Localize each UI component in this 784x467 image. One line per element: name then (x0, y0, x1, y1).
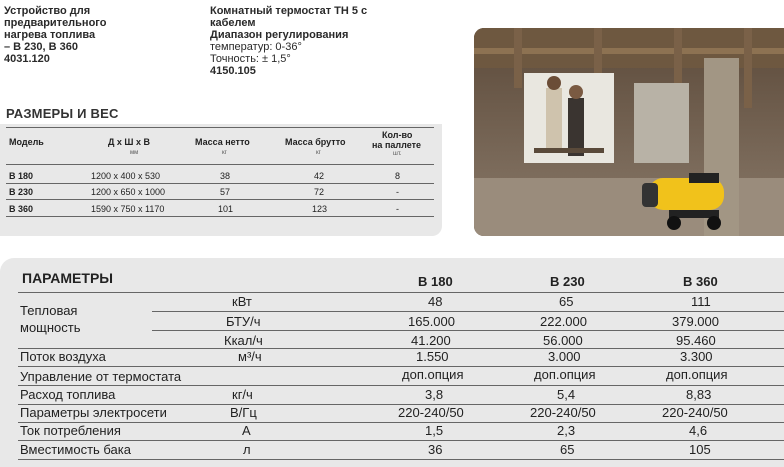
photo-illustration (474, 28, 784, 236)
row-label-airflow: Поток воздуха (20, 349, 106, 364)
note-line: Устройство для (4, 5, 91, 17)
col-unit-net: кг (222, 150, 227, 156)
sizes-title: РАЗМЕРЫ И ВЕС (6, 106, 119, 121)
col-unit-gross: кг (316, 150, 321, 156)
col-header-pallet: на паллете (372, 140, 421, 150)
cell-model: B 180 (9, 171, 34, 181)
cell-dims: 1200 x 650 x 1000 (91, 187, 166, 197)
value-b360: 4,6 (689, 423, 708, 438)
row-label-current: Ток потребления (20, 423, 121, 438)
value-b230: 3.000 (548, 349, 581, 364)
unit-tank: л (243, 442, 251, 457)
value-b180: 41.200 (411, 333, 451, 348)
note-line: 4150.105 (210, 65, 256, 77)
value-b360: 8,83 (686, 387, 712, 402)
note-line: предварительного (4, 17, 107, 29)
cell-net: 38 (220, 171, 231, 181)
cell-dims: 1590 x 750 x 1170 (91, 204, 165, 214)
thermostat-note (210, 5, 460, 77)
model-header-b360: B 360 (683, 274, 718, 289)
value-b360: 379.000 (672, 314, 719, 329)
row-label-tank: Вместимость бака (20, 442, 131, 457)
value-b360: 111 (691, 294, 711, 309)
value-b180: 3,8 (425, 387, 444, 402)
value-b360: 105 (689, 442, 711, 457)
cell-gross: 72 (314, 187, 325, 197)
col-unit-pallet: шт. (393, 151, 402, 157)
value-b230: 65 (559, 294, 574, 309)
table-divider (18, 422, 784, 423)
unit-current: А (242, 423, 251, 438)
model-header-b180: B 180 (418, 274, 453, 289)
row-label-fuel: Расход топлива (20, 387, 116, 402)
value-b180: 220-240/50 (398, 405, 464, 420)
table-divider (18, 385, 784, 386)
model-header-b230: B 230 (550, 274, 585, 289)
value-b230: 220-240/50 (530, 405, 596, 420)
params-table (0, 258, 784, 467)
value-b360: доп.опция (666, 367, 728, 382)
table-divider (6, 183, 434, 184)
cell-net: 57 (220, 187, 231, 197)
table-divider (6, 127, 434, 128)
row-label-thermostat: Управление от термостата (20, 369, 182, 384)
note-line: нагрева топлива (4, 29, 96, 41)
note-line: – В 230, В 360 (4, 41, 78, 53)
value-b230: 65 (560, 442, 575, 457)
unit-kw: кВт (232, 294, 252, 309)
col-header-gross: Масса брутто (285, 137, 346, 147)
table-divider (18, 292, 784, 293)
table-divider (18, 440, 784, 441)
value-b360: 95.460 (676, 333, 716, 348)
unit-btu: БТУ/ч (226, 314, 261, 329)
cell-pallet: - (396, 204, 399, 214)
params-title: ПАРАМЕТРЫ (22, 270, 113, 286)
note-line: Комнатный термостат TH 5 с (210, 5, 368, 17)
value-b180: 165.000 (408, 314, 455, 329)
value-b230: 56.000 (543, 333, 583, 348)
cell-dims: 1200 x 400 x 530 (91, 171, 161, 181)
value-b180: доп.опция (402, 367, 464, 382)
unit-airflow: м³/ч (238, 349, 262, 364)
heater-photo (474, 28, 784, 236)
col-unit-dims: мм (130, 150, 139, 156)
table-divider (152, 311, 784, 312)
row-label-power-supply: Параметры электросети (20, 405, 167, 420)
cell-net: 101 (218, 204, 234, 214)
note-line: Диапазон регулирования (210, 29, 349, 41)
value-b230: доп.опция (534, 367, 596, 382)
table-divider (6, 199, 434, 200)
col-header-model: Модель (9, 137, 44, 147)
row-label-heat: мощность (20, 320, 81, 335)
table-divider (6, 216, 434, 217)
note-line: Точность: ± 1,5° (210, 53, 291, 65)
value-b180: 1.550 (416, 349, 449, 364)
value-b360: 220-240/50 (662, 405, 728, 420)
col-header-pallet: Кол-во (382, 130, 413, 140)
value-b230: 5,4 (557, 387, 576, 402)
row-label-heat: Тепловая (20, 303, 78, 318)
col-header-dims: Д x Ш x В (108, 137, 150, 147)
note-line: 4031.120 (4, 53, 50, 65)
col-header-net: Масса нетто (195, 137, 250, 147)
table-divider (18, 459, 784, 460)
cell-gross: 42 (314, 171, 325, 181)
unit-power-supply: В/Гц (230, 405, 257, 420)
cell-model: B 360 (9, 204, 34, 214)
note-line: температур: 0-36° (210, 41, 302, 53)
cell-model: B 230 (9, 187, 34, 197)
value-b180: 36 (428, 442, 443, 457)
value-b230: 2,3 (557, 423, 576, 438)
unit-kcal: Ккал/ч (224, 333, 263, 348)
value-b180: 48 (428, 294, 443, 309)
cell-gross: 123 (312, 204, 328, 214)
cell-pallet: 8 (395, 171, 401, 181)
table-divider (18, 348, 784, 349)
unit-fuel: кг/ч (232, 387, 253, 402)
value-b180: 1,5 (425, 423, 444, 438)
table-divider (6, 164, 434, 165)
cell-pallet: - (396, 187, 399, 197)
value-b360: 3.300 (680, 349, 713, 364)
preheater-note (4, 5, 194, 65)
value-b230: 222.000 (540, 314, 587, 329)
table-divider (152, 330, 784, 331)
note-line: кабелем (210, 17, 256, 29)
sizes-table (0, 124, 442, 236)
